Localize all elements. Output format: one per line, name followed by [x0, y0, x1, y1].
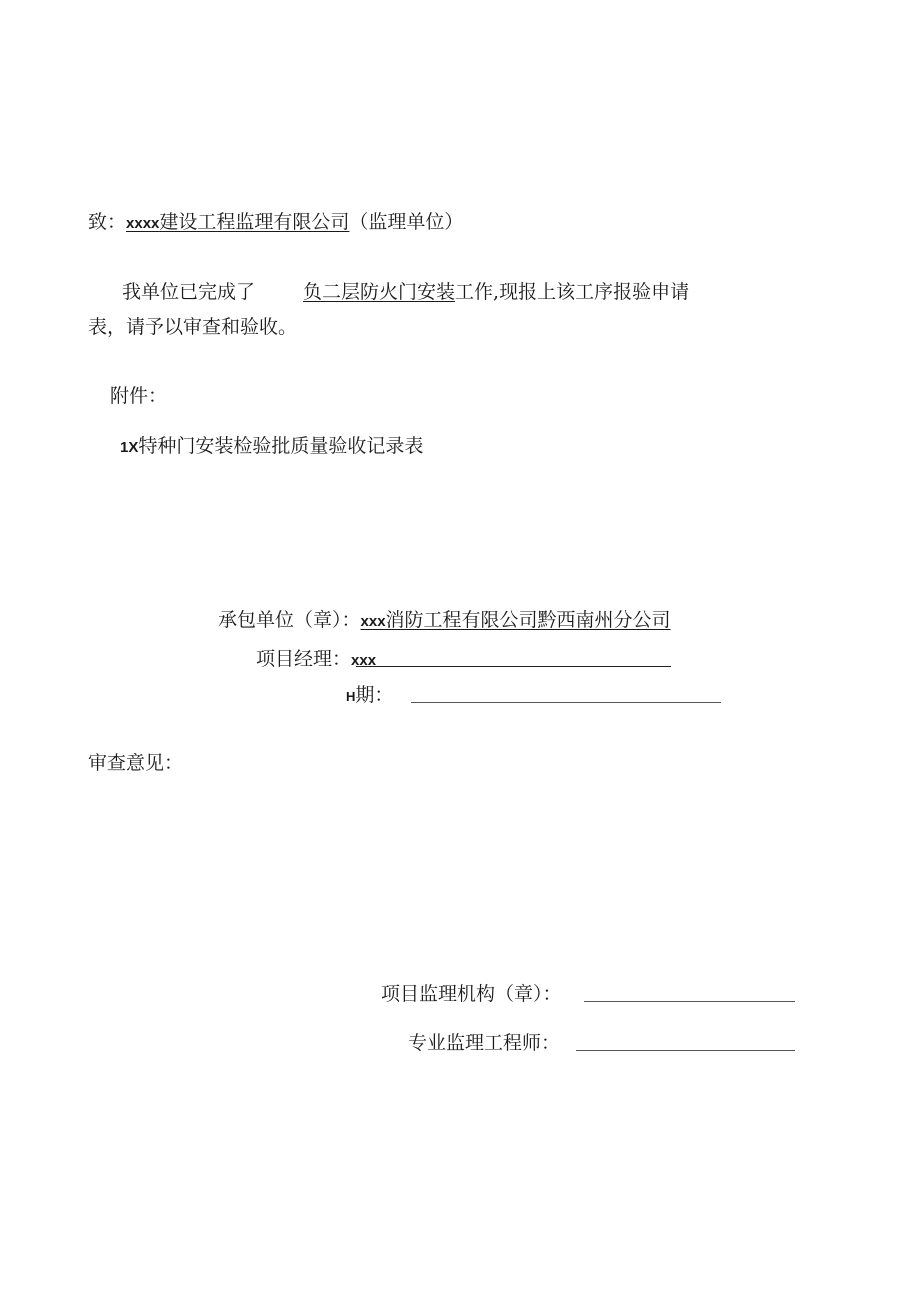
date-label: 期：: [355, 684, 394, 706]
supervisor-company-name: [126, 211, 349, 233]
date-prefix: H: [346, 689, 356, 704]
contractor-name: [361, 609, 671, 631]
contractor-name-cn: 消防工程有限公司黔西南州分公司: [385, 609, 671, 631]
project-manager-line: [256, 648, 376, 671]
date-line: [346, 684, 393, 707]
contractor-name-latin: xxx: [360, 613, 386, 630]
work-item: 负二层防火门安装: [303, 281, 456, 303]
body-line-2: 表，请予以审查和验收。: [88, 316, 298, 338]
engineer-label: 专业监理工程师：: [408, 1032, 561, 1054]
addressee-line: [88, 211, 463, 234]
project-manager-label: 项目经理：: [256, 648, 352, 670]
engineer-underline: [576, 1050, 795, 1051]
supervision-org-label: 项目监理机构（章）：: [381, 983, 562, 1005]
addressee-prefix: 致：: [88, 211, 127, 233]
body-lead: 我单位已完成了: [122, 281, 256, 303]
contractor-label: 承包单位（章）：: [218, 609, 361, 631]
addressee-suffix: （监理单位）: [349, 211, 464, 233]
supervisor-company-name-latin: xxxx: [126, 215, 160, 232]
attachment-item-text: 特种门安装检验批质量验收记录表: [138, 435, 424, 457]
supervisor-company-name-cn: 建设工程监理有限公司: [159, 211, 350, 233]
attachment-item: [120, 435, 423, 458]
body-line-1: [122, 281, 689, 304]
project-manager-value: xxx: [351, 652, 377, 669]
review-label: 审查意见：: [88, 752, 184, 774]
date-underline: [411, 702, 721, 703]
body-rest-line1: 工作,现报上该工序报验申请: [455, 281, 690, 303]
project-manager-underline: [356, 666, 671, 667]
supervision-org-underline: [584, 1001, 795, 1002]
attachment-label: 附件：: [110, 385, 168, 407]
contractor-line: [218, 609, 671, 632]
attachment-item-prefix: 1X: [120, 439, 139, 456]
